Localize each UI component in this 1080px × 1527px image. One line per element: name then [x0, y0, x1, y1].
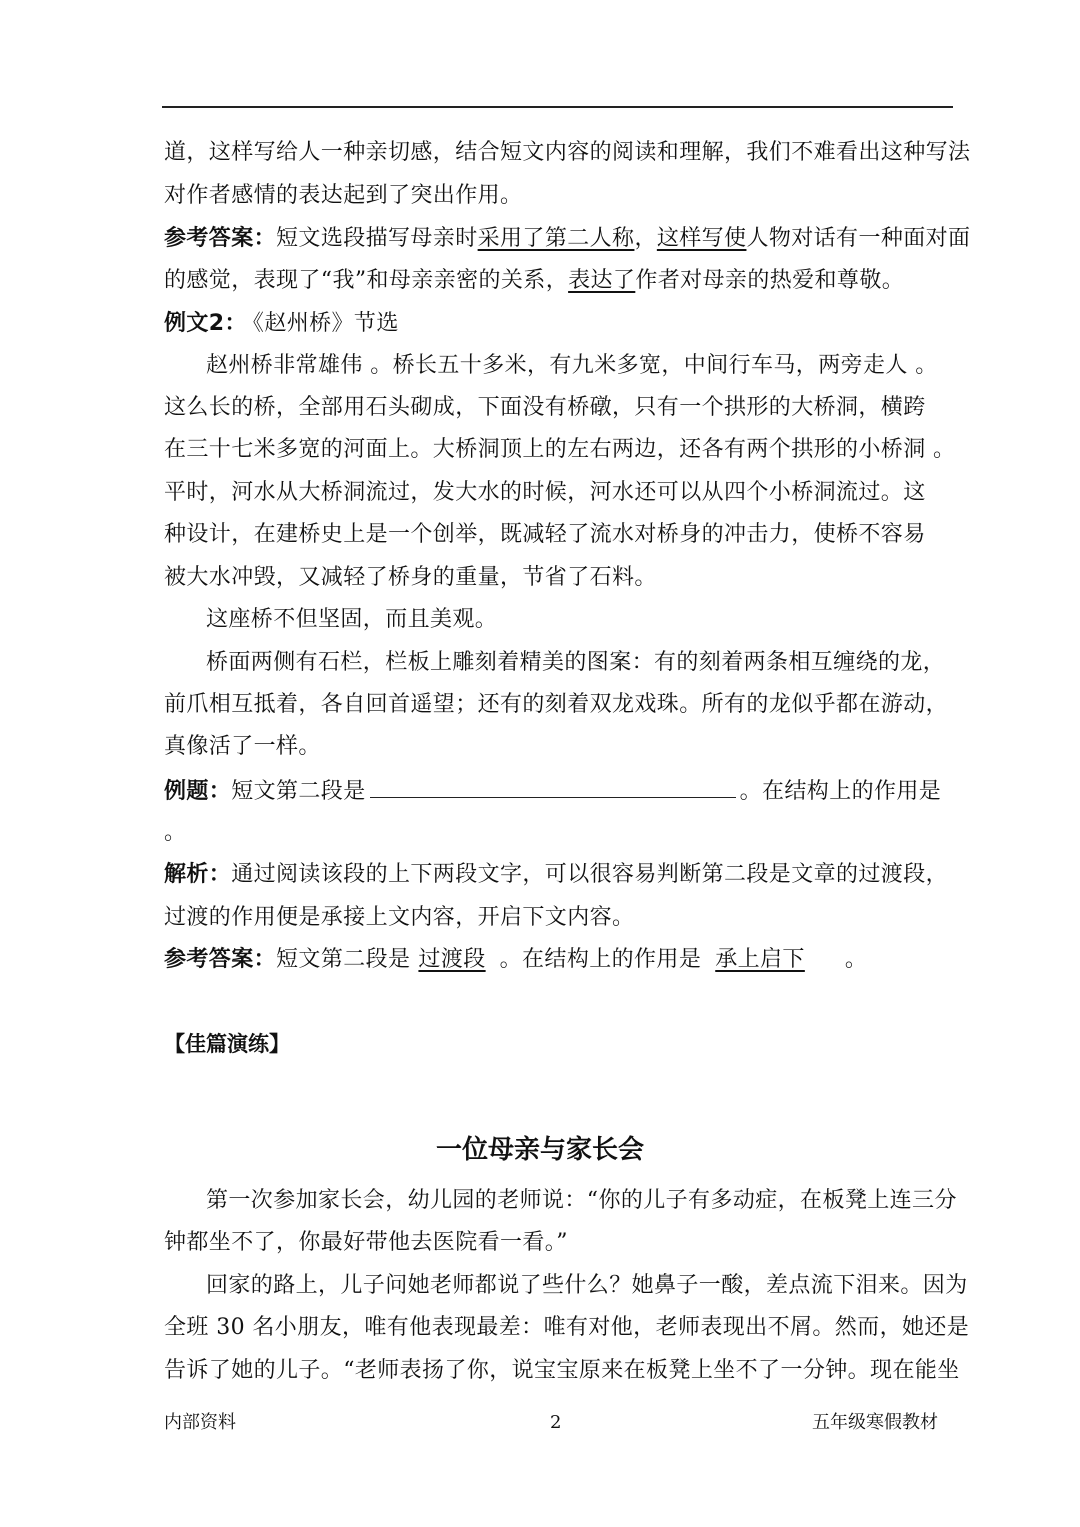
footer-right: 五年级寒假教材 — [812, 1412, 938, 1433]
page-number: 2 — [550, 1412, 562, 1433]
answer-blank — [370, 775, 736, 798]
passage-line: 这座桥不但坚固，而且美观。 — [206, 607, 498, 632]
passage-line: 被大水冲毁，又减轻了桥身的重量，节省了石料。 — [164, 565, 657, 590]
paragraph-line: 道，这样写给人一种亲切感，结合短文内容的阅读和理解，我们不难看出这种写法 — [164, 140, 971, 165]
answer-text: 作者对母亲的热爱和尊敬。 — [635, 268, 905, 293]
answer-text: ， — [634, 226, 657, 251]
answer-line — [164, 266, 904, 296]
analysis-text: 通过阅读该段的上下两段文字，可以很容易判断第二段是文章的过渡段， — [231, 862, 949, 887]
story-line: 第一次参加家长会，幼儿园的老师说：“你的儿子有多动症，在板凳上连三分 — [206, 1188, 957, 1213]
answer-text: 。 — [844, 947, 868, 972]
section-heading: 【佳篇演练】 — [164, 1032, 290, 1056]
answer-line — [164, 945, 867, 975]
story-title: 一位母亲与家长会 — [435, 1135, 644, 1165]
footer-left: 内部资料 — [164, 1412, 236, 1433]
answer-underlined: 采用了第二人称 — [477, 226, 635, 251]
example-title: 《赵州桥》节选 — [252, 311, 399, 336]
paragraph-line: 对作者感情的表达起到了突出作用。 — [164, 183, 523, 208]
passage-line: 真像活了一样。 — [164, 734, 321, 759]
question-text: 。在结构上的作用是 — [739, 779, 942, 804]
story-line: 告诉了她的儿子。“老师表扬了你，说宝宝原来在板凳上坐不了一分钟。现在能坐 — [164, 1358, 960, 1383]
answer-fill: 承上启下 — [715, 947, 805, 972]
question-label: 例题： — [164, 779, 232, 804]
answer-text: 短文选段描写母亲时 — [276, 226, 478, 251]
example-heading — [164, 309, 399, 339]
answer-label: 参考答案： — [164, 226, 277, 251]
answer-underlined: 这样写使 — [656, 226, 747, 251]
question-text: 短文第二段是 — [231, 779, 366, 804]
answer-label: 参考答案： — [164, 947, 277, 972]
passage-line: 平时，河水从大桥洞流过，发大水的时候，河水还可以从四个小桥洞流过。这 — [164, 480, 926, 505]
question-line: 。 — [164, 820, 187, 845]
analysis-label: 解析： — [164, 862, 232, 887]
header-rule — [162, 106, 953, 108]
passage-line: 赵州桥非常雄伟 。桥长五十多米，有九米多宽，中间行车马，两旁走人 。 — [206, 353, 938, 378]
example-label: 例文2： — [164, 311, 247, 336]
story-line: 回家的路上，儿子问她老师都说了些什么？她鼻子一酸，差点流下泪来。因为 — [206, 1273, 968, 1298]
answer-underlined: 表达了 — [568, 268, 636, 293]
passage-line: 在三十七米多宽的河面上。大桥洞顶上的左右两边，还各有两个拱形的小桥洞 。 — [164, 437, 956, 462]
answer-line — [164, 224, 970, 254]
answer-text: 人物对话有一种面对面 — [746, 226, 971, 251]
story-line: 钟都坐不了，你最好带他去医院看一看。” — [164, 1230, 568, 1255]
answer-text: 短文第二段是 — [276, 947, 411, 972]
passage-line: 桥面两侧有石栏，栏板上雕刻着精美的图案：有的刻着两条相互缠绕的龙， — [206, 650, 946, 675]
passage-line: 种设计，在建桥史上是一个创举，既减轻了流水对桥身的冲击力，使桥不容易 — [164, 522, 926, 547]
answer-fill: 过渡段 — [418, 947, 486, 972]
story-line: 全班 30 名小朋友，唯有他表现最差：唯有对他，老师表现出不屑。然而，她还是 — [164, 1315, 970, 1340]
passage-line: 前爪相互抵着，各自回首遥望；还有的刻着双龙戏珠。所有的龙似乎都在游动， — [164, 692, 949, 717]
analysis-line — [164, 860, 948, 890]
answer-text: 的感觉，表现了“我”和母亲亲密的关系， — [164, 268, 569, 293]
answer-text: 。在结构上的作用是 — [499, 947, 702, 972]
question-line — [164, 775, 941, 807]
passage-line: 这么长的桥，全部用石头砌成，下面没有桥礅，只有一个拱形的大桥洞，横跨 — [164, 395, 926, 420]
analysis-line: 过渡的作用便是承接上文内容，开启下文内容。 — [164, 905, 635, 930]
